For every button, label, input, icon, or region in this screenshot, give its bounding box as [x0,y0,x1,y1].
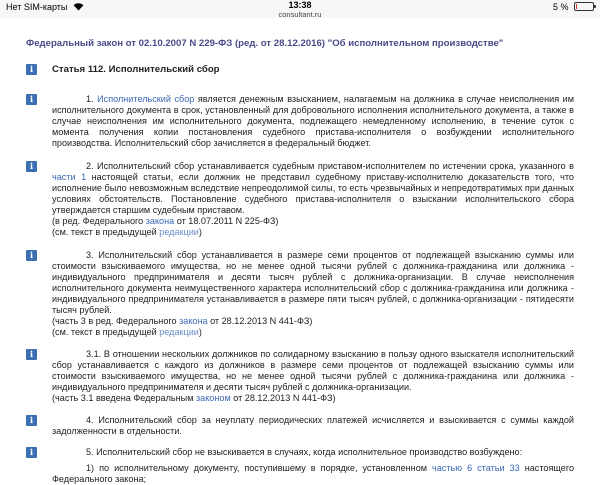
carrier-label: Нет SIM-карты [6,2,68,12]
article-header [26,64,574,76]
link-previous-edition[interactable]: редакции [159,327,199,337]
info-icon[interactable]: i [26,161,37,172]
amendment-note: (часть 3.1 введена Федеральным законом от 28.12.2013 N 441-ФЗ) [52,393,336,403]
address-url[interactable]: consultant.ru [278,10,322,19]
law-title[interactable]: Федеральный закон от 02.10.2007 N 229-ФЗ (ред. от 28.12.2016) "Об исполнительном производстве" [26,38,504,49]
previous-edition-note: (см. текст в предыдущей редакции) [52,227,202,237]
link-previous-edition[interactable]: редакции [159,227,199,237]
document-view[interactable] [0,18,600,484]
paragraph-text: 3. Исполнительский сбор устанавливается в размере семи процентов от подлежащей взысканию суммы или стоимости взыскиваемого имущества, но не менее одной тысячи рублей с должника-гражданина или должника - индивидуального предпринимателя и десяти тысяч рублей с должника-организации. В случае неисполнения исполнительного документа неимущественного характера исполнительский сбор с должника-гражданина или должника - индивидуального предпринимателя устанавливается в размере пяти тысяч рублей, с должника-организации - пятидесяти тысяч рублей. [52,250,574,315]
info-icon[interactable]: i [26,415,37,426]
link-law[interactable]: законом [196,393,231,403]
status-battery [553,2,594,12]
amendment-note: (в ред. Федерального закона от 18.07.2011 N 225-ФЗ) [52,216,279,226]
paragraph-number: 1. [86,94,98,104]
previous-edition-note: (см. текст в предыдущей редакции) [52,327,202,337]
paragraph-text: является денежным взысканием, налагаемым на должника в случае неисполнения им исполнительного документа в срок, установленный для добровольного исполнения исполнительного документа, а также в случае неисполнения им исполнительного документа, подлежащего немедленному исполнению, в течение суток с момента получения копии постановления судебного пристава-исполнителя о возбуждении исполнительного производства. Исполнительский сбор зачисляется в федеральный бюджет. [52,94,574,148]
paragraph-3 [26,250,574,338]
clock: 13:38 [288,0,312,10]
paragraph-text: 5. Исполнительский сбор не взыскивается в случаях, когда исполнительное производство возбуждено: [86,447,523,457]
status-center [0,1,600,19]
paragraph-5-item-1 [26,463,574,485]
amendment-note: (часть 3 в ред. Федерального закона от 28.12.2013 N 441-ФЗ) [52,316,313,326]
info-icon[interactable]: i [26,349,37,360]
info-icon[interactable]: i [26,250,37,261]
paragraph-3-1 [26,349,574,404]
paragraph-text: 2. Исполнительский сбор устанавливается судебным приставом-исполнителем по истечении срока, указанного в [86,161,574,171]
paragraph-text: 1) по исполнительному документу, поступившему в порядке, установленном [86,463,433,473]
battery-percent: 5 % [552,2,569,12]
paragraph-text: настоящего Федерального закона; [52,463,575,484]
paragraph-2 [26,161,574,238]
link-law[interactable]: закона [145,216,175,226]
article-title: Статья 112. Исполнительский сбор [52,64,220,75]
link-part-1[interactable]: части 1 [52,172,87,182]
info-icon[interactable]: i [26,447,37,458]
paragraph-text: настоящей статьи, если должник не представил судебному приставу-исполнителю доказательств того, что исполнение было невозможным вследствие непреодолимой силы, то есть чрезвычайных и непредотвратимых при данных условиях обстоятельств. Постановление судебного пристава-исполнителя о взыскании исполнительского сбора утверждается старшим судебным приставом. [52,172,574,215]
paragraph-1 [26,94,574,149]
battery-level [576,4,577,9]
info-icon[interactable]: i [26,94,37,105]
link-part-6-article-33[interactable]: частью 6 статьи 33 [432,463,520,473]
paragraph-5 [26,447,574,458]
status-bar [0,0,600,18]
paragraph-text: 3.1. В отношении нескольких должников по солидарному взысканию в пользу одного взыскателя исполнительский сбор устанавливается с каждого из должников в размере семи процентов от подлежащей взысканию суммы или стоимости взыскиваемого имущества, но не менее одной тысячи рублей с должника-гражданина или должника - индивидуального предпринимателя и десяти тысяч рублей с должника-организации. [52,349,574,392]
link-enforcement-fee[interactable]: Исполнительский сбор [97,94,195,104]
paragraph-text: 4. Исполнительский сбор за неуплату периодических платежей исчисляется и взыскивается с суммы каждой задолженности в отдельности. [52,415,574,436]
paragraph-4 [26,415,574,437]
info-icon[interactable]: i [26,64,37,75]
link-law[interactable]: закона [179,316,208,326]
battery-icon [574,2,594,11]
